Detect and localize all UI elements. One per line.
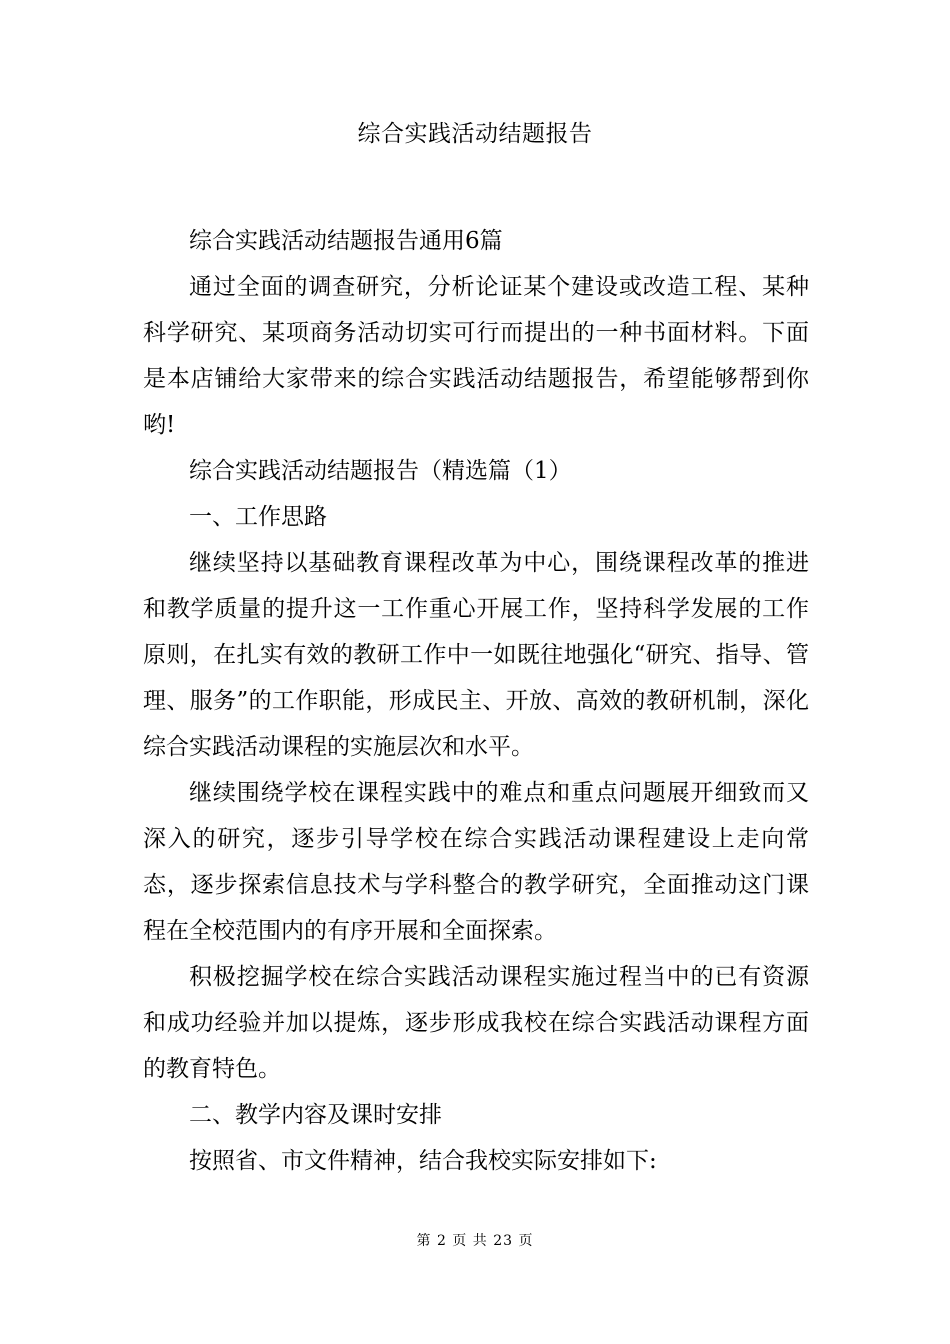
paragraph-section-heading: 综合实践活动结题报告（精选篇（1） — [189, 458, 572, 484]
paragraph-intro: 通过全面的调查研究，分析论证某个建设或改造工程、某种科学研究、某项商务活动切实可行而提出的一种书面材料。下面是本店铺给大家带来的综合实践活动结题报告，希望能够帮到你哟! — [143, 274, 809, 438]
document-body — [143, 218, 809, 1184]
paragraph-body: 继续围绕学校在课程实践中的难点和重点问题展开细致而又深入的研究，逐步引导学校在综合实践活动课程建设上走向常态，逐步探索信息技术与学科整合的教学研究，全面推动这门课程在全校范围内的有序开展和全面探索。 — [143, 780, 809, 944]
page-number-footer: 第 2 页 共 23 页 — [416, 1233, 534, 1249]
paragraph-body: 按照省、市文件精神，结合我校实际安排如下: — [189, 1148, 657, 1174]
paragraph-body: 继续坚持以基础教育课程改革为中心，围绕课程改革的推进和教学质量的提升这一工作重心开展工作，坚持科学发展的工作原则，在扎实有效的教研工作中一如既往地强化“研究、指导、管理、服务”的工作职能，形成民主、开放、高效的教研机制，深化综合实践活动课程的实施层次和水平。 — [143, 550, 809, 760]
paragraph-subtitle: 综合实践活动结题报告通用6篇 — [189, 228, 503, 254]
heading-work-approach: 一、工作思路 — [189, 504, 327, 530]
heading-teaching-content: 二、教学内容及课时安排 — [189, 1102, 442, 1128]
paragraph-body: 积极挖掘学校在综合实践活动课程实施过程当中的已有资源和成功经验并加以提炼，逐步形成我校在综合实践活动课程方面的教育特色。 — [143, 964, 809, 1082]
document-title: 综合实践活动结题报告 — [357, 121, 593, 147]
